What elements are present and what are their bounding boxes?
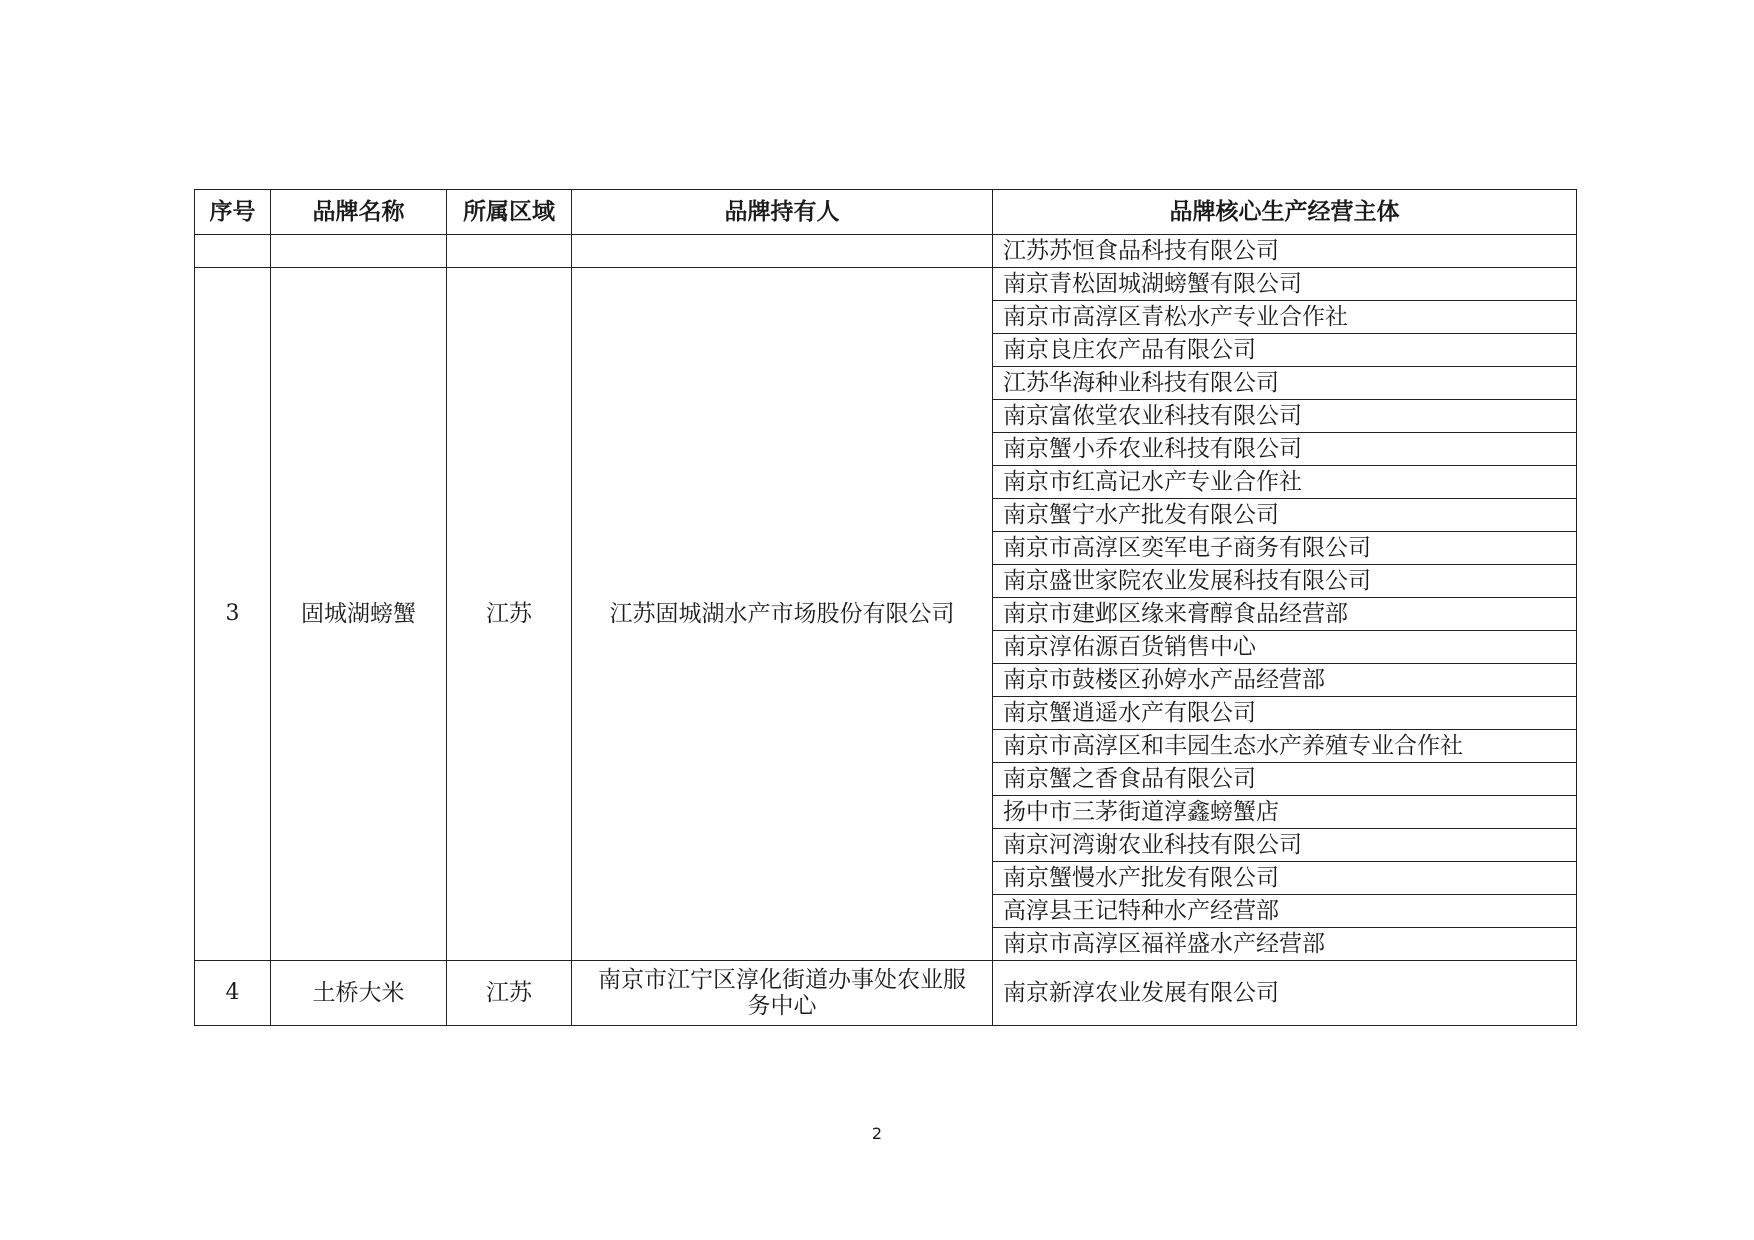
entity-cell: 南京市高淳区青松水产专业合作社 <box>993 301 1577 334</box>
entity-cell: 江苏苏恒食品科技有限公司 <box>993 235 1577 268</box>
entity-cell: 南京富侬堂农业科技有限公司 <box>993 400 1577 433</box>
row4-holder: 南京市江宁区淳化街道办事处农业服务中心 <box>572 961 993 1026</box>
entity-cell: 南京淳佑源百货销售中心 <box>993 631 1577 664</box>
entity-cell: 南京市鼓楼区孙婷水产品经营部 <box>993 664 1577 697</box>
entity-cell: 南京市红高记水产专业合作社 <box>993 466 1577 499</box>
page-number: 2 <box>871 1124 883 1143</box>
continuation-region <box>447 235 572 268</box>
brand-table <box>194 189 1577 1026</box>
row3-holder: 江苏固城湖水产市场股份有限公司 <box>572 268 993 961</box>
row3-region: 江苏 <box>447 268 572 961</box>
entity-cell: 南京良庄农产品有限公司 <box>993 334 1577 367</box>
header-seq: 序号 <box>195 190 271 235</box>
entity-cell: 南京青松固城湖螃蟹有限公司 <box>993 268 1577 301</box>
row4-entity: 南京新淳农业发展有限公司 <box>993 961 1577 1026</box>
entity-cell: 南京市建邺区缘来膏醇食品经营部 <box>993 598 1577 631</box>
continuation-brand <box>271 235 447 268</box>
entity-cell: 南京盛世家院农业发展科技有限公司 <box>993 565 1577 598</box>
continuation-holder <box>572 235 993 268</box>
entity-cell: 南京蟹小乔农业科技有限公司 <box>993 433 1577 466</box>
table-row <box>195 961 1577 1026</box>
row4-seq: 4 <box>195 961 271 1026</box>
entity-cell: 扬中市三茅街道淳鑫螃蟹店 <box>993 796 1577 829</box>
header-row <box>195 190 1577 235</box>
entity-cell: 南京蟹之香食品有限公司 <box>993 763 1577 796</box>
entity-cell: 江苏华海种业科技有限公司 <box>993 367 1577 400</box>
entity-cell: 南京蟹宁水产批发有限公司 <box>993 499 1577 532</box>
row3-seq: 3 <box>195 268 271 961</box>
table-row <box>195 268 1577 301</box>
header-region: 所属区域 <box>447 190 572 235</box>
entity-cell: 南京市高淳区和丰园生态水产养殖专业合作社 <box>993 730 1577 763</box>
row4-brand: 土桥大米 <box>271 961 447 1026</box>
header-brand: 品牌名称 <box>271 190 447 235</box>
entity-cell: 南京河湾谢农业科技有限公司 <box>993 829 1577 862</box>
entity-cell: 高淳县王记特种水产经营部 <box>993 895 1577 928</box>
row4-region: 江苏 <box>447 961 572 1026</box>
entity-cell: 南京市高淳区奕军电子商务有限公司 <box>993 532 1577 565</box>
row3-brand: 固城湖螃蟹 <box>271 268 447 961</box>
header-entities: 品牌核心生产经营主体 <box>993 190 1577 235</box>
continuation-seq <box>195 235 271 268</box>
continuation-row <box>195 235 1577 268</box>
header-holder: 品牌持有人 <box>572 190 993 235</box>
entity-cell: 南京蟹慢水产批发有限公司 <box>993 862 1577 895</box>
entity-cell: 南京市高淳区福祥盛水产经营部 <box>993 928 1577 961</box>
entity-cell: 南京蟹逍遥水产有限公司 <box>993 697 1577 730</box>
